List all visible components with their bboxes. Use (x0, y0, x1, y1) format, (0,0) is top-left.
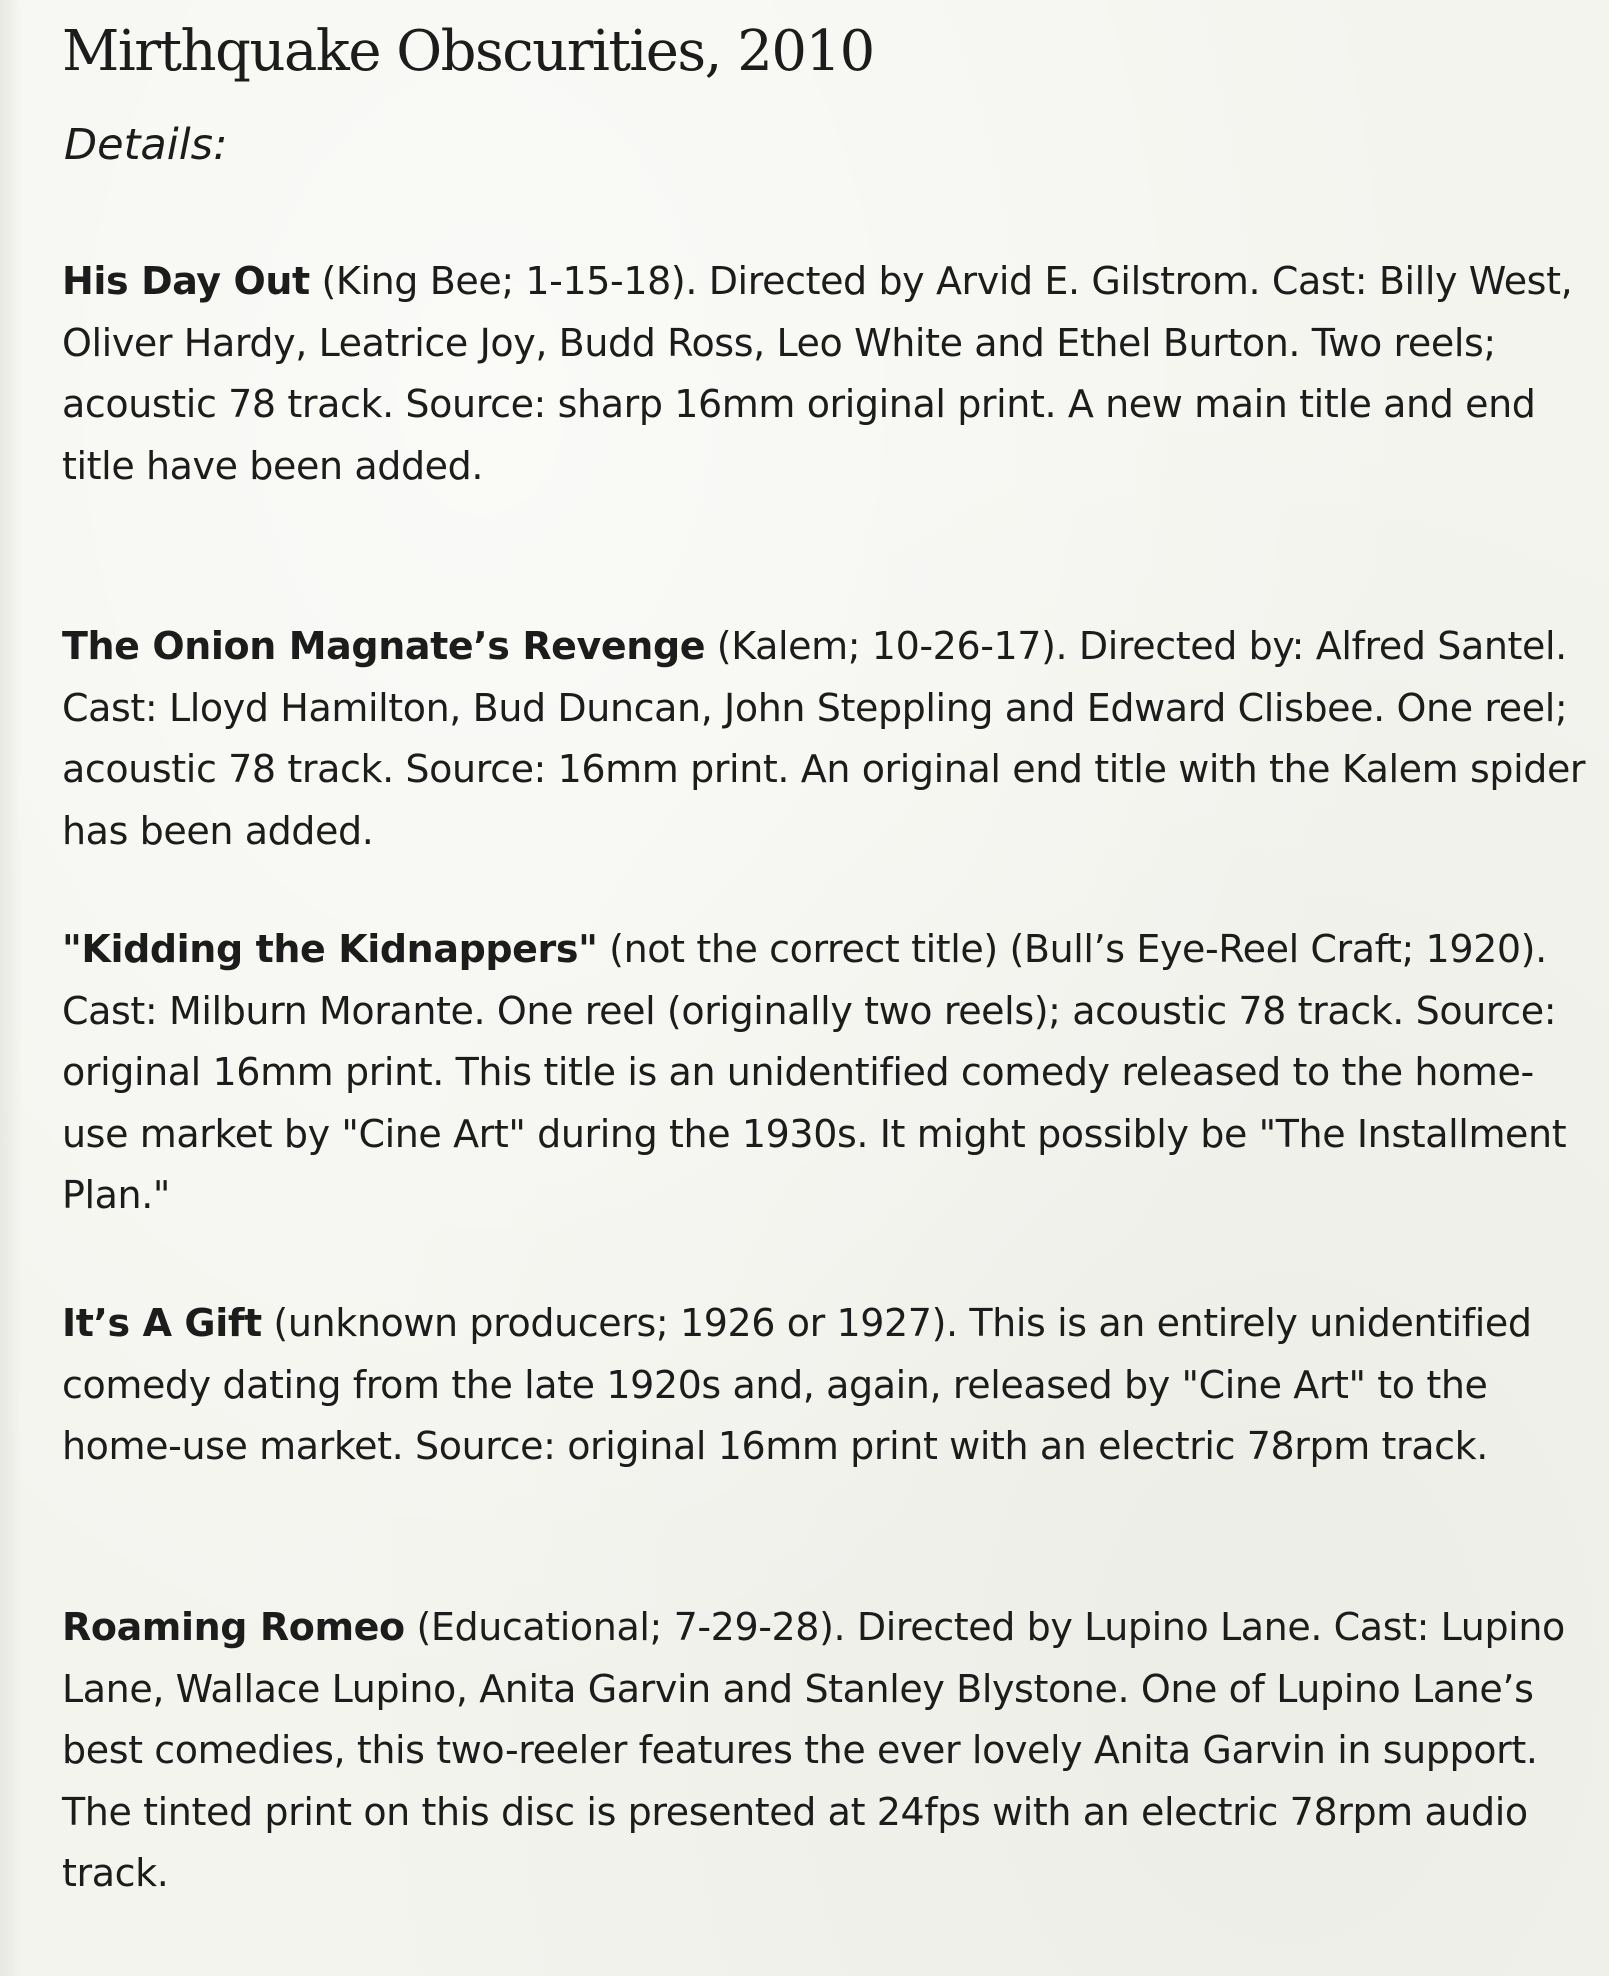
page-title: Mirthquake Obscurities, 2010 (62, 19, 874, 84)
film-details: (King Bee; 1-15-18). Directed by Arvid E. Gilstrom. Cast: Billy West, Oliver Hardy, Leatrice Joy, Budd Ross, Leo White and Ethel Burton. Two reels; acoustic 78 track. Source: sharp 16mm original print. A new main title and end title have been added. (62, 259, 1573, 488)
film-title: It’s A Gift (62, 1301, 262, 1345)
film-title: His Day Out (62, 259, 310, 303)
film-details: (Kalem; 10-26-17). Directed by: Alfred Santel. Cast: Lloyd Hamilton, Bud Duncan, John Steppling and Edward Clisbee. One reel; acoustic 78 track. Source: 16mm print. An original end title with the Kalem spider has been added. (62, 624, 1586, 853)
film-entry-its-a-gift (62, 1293, 1592, 1478)
film-details: (not the correct title) (Bull’s Eye-Reel Craft; 1920). Cast: Milburn Morante. One reel (originally two reels); acoustic 78 track. Source: original 16mm print. This title is an unidentified comedy released to the home-use market by "Cine Art" during the 1930s. It might possibly be "The Installment Plan." (62, 927, 1567, 1217)
film-entry-onion-magnates-revenge (62, 616, 1592, 862)
film-entry-his-day-out (62, 251, 1592, 497)
page-edge-shadow (0, 0, 22, 1976)
film-details: (Educational; 7-29-28). Directed by Lupino Lane. Cast: Lupino Lane, Wallace Lupino, Anita Garvin and Stanley Blystone. One of Lupino Lane’s best comedies, this two-reeler features the ever lovely Anita Garvin in support. The tinted print on this disc is presented at 24fps with an electric 78rpm audio track. (62, 1605, 1565, 1895)
film-entry-roaming-romeo (62, 1597, 1592, 1905)
film-entry-kidding-the-kidnappers (62, 919, 1592, 1227)
film-title: Roaming Romeo (62, 1605, 405, 1649)
film-details: (unknown producers; 1926 or 1927). This is an entirely unidentified comedy dating from the late 1920s and, again, released by "Cine Art" to the home-use market. Source: original 16mm print with an electric 78rpm track. (62, 1301, 1532, 1468)
film-title: "Kidding the Kidnappers" (62, 927, 598, 971)
film-title: The Onion Magnate’s Revenge (62, 624, 706, 668)
details-heading: Details: (64, 120, 228, 170)
